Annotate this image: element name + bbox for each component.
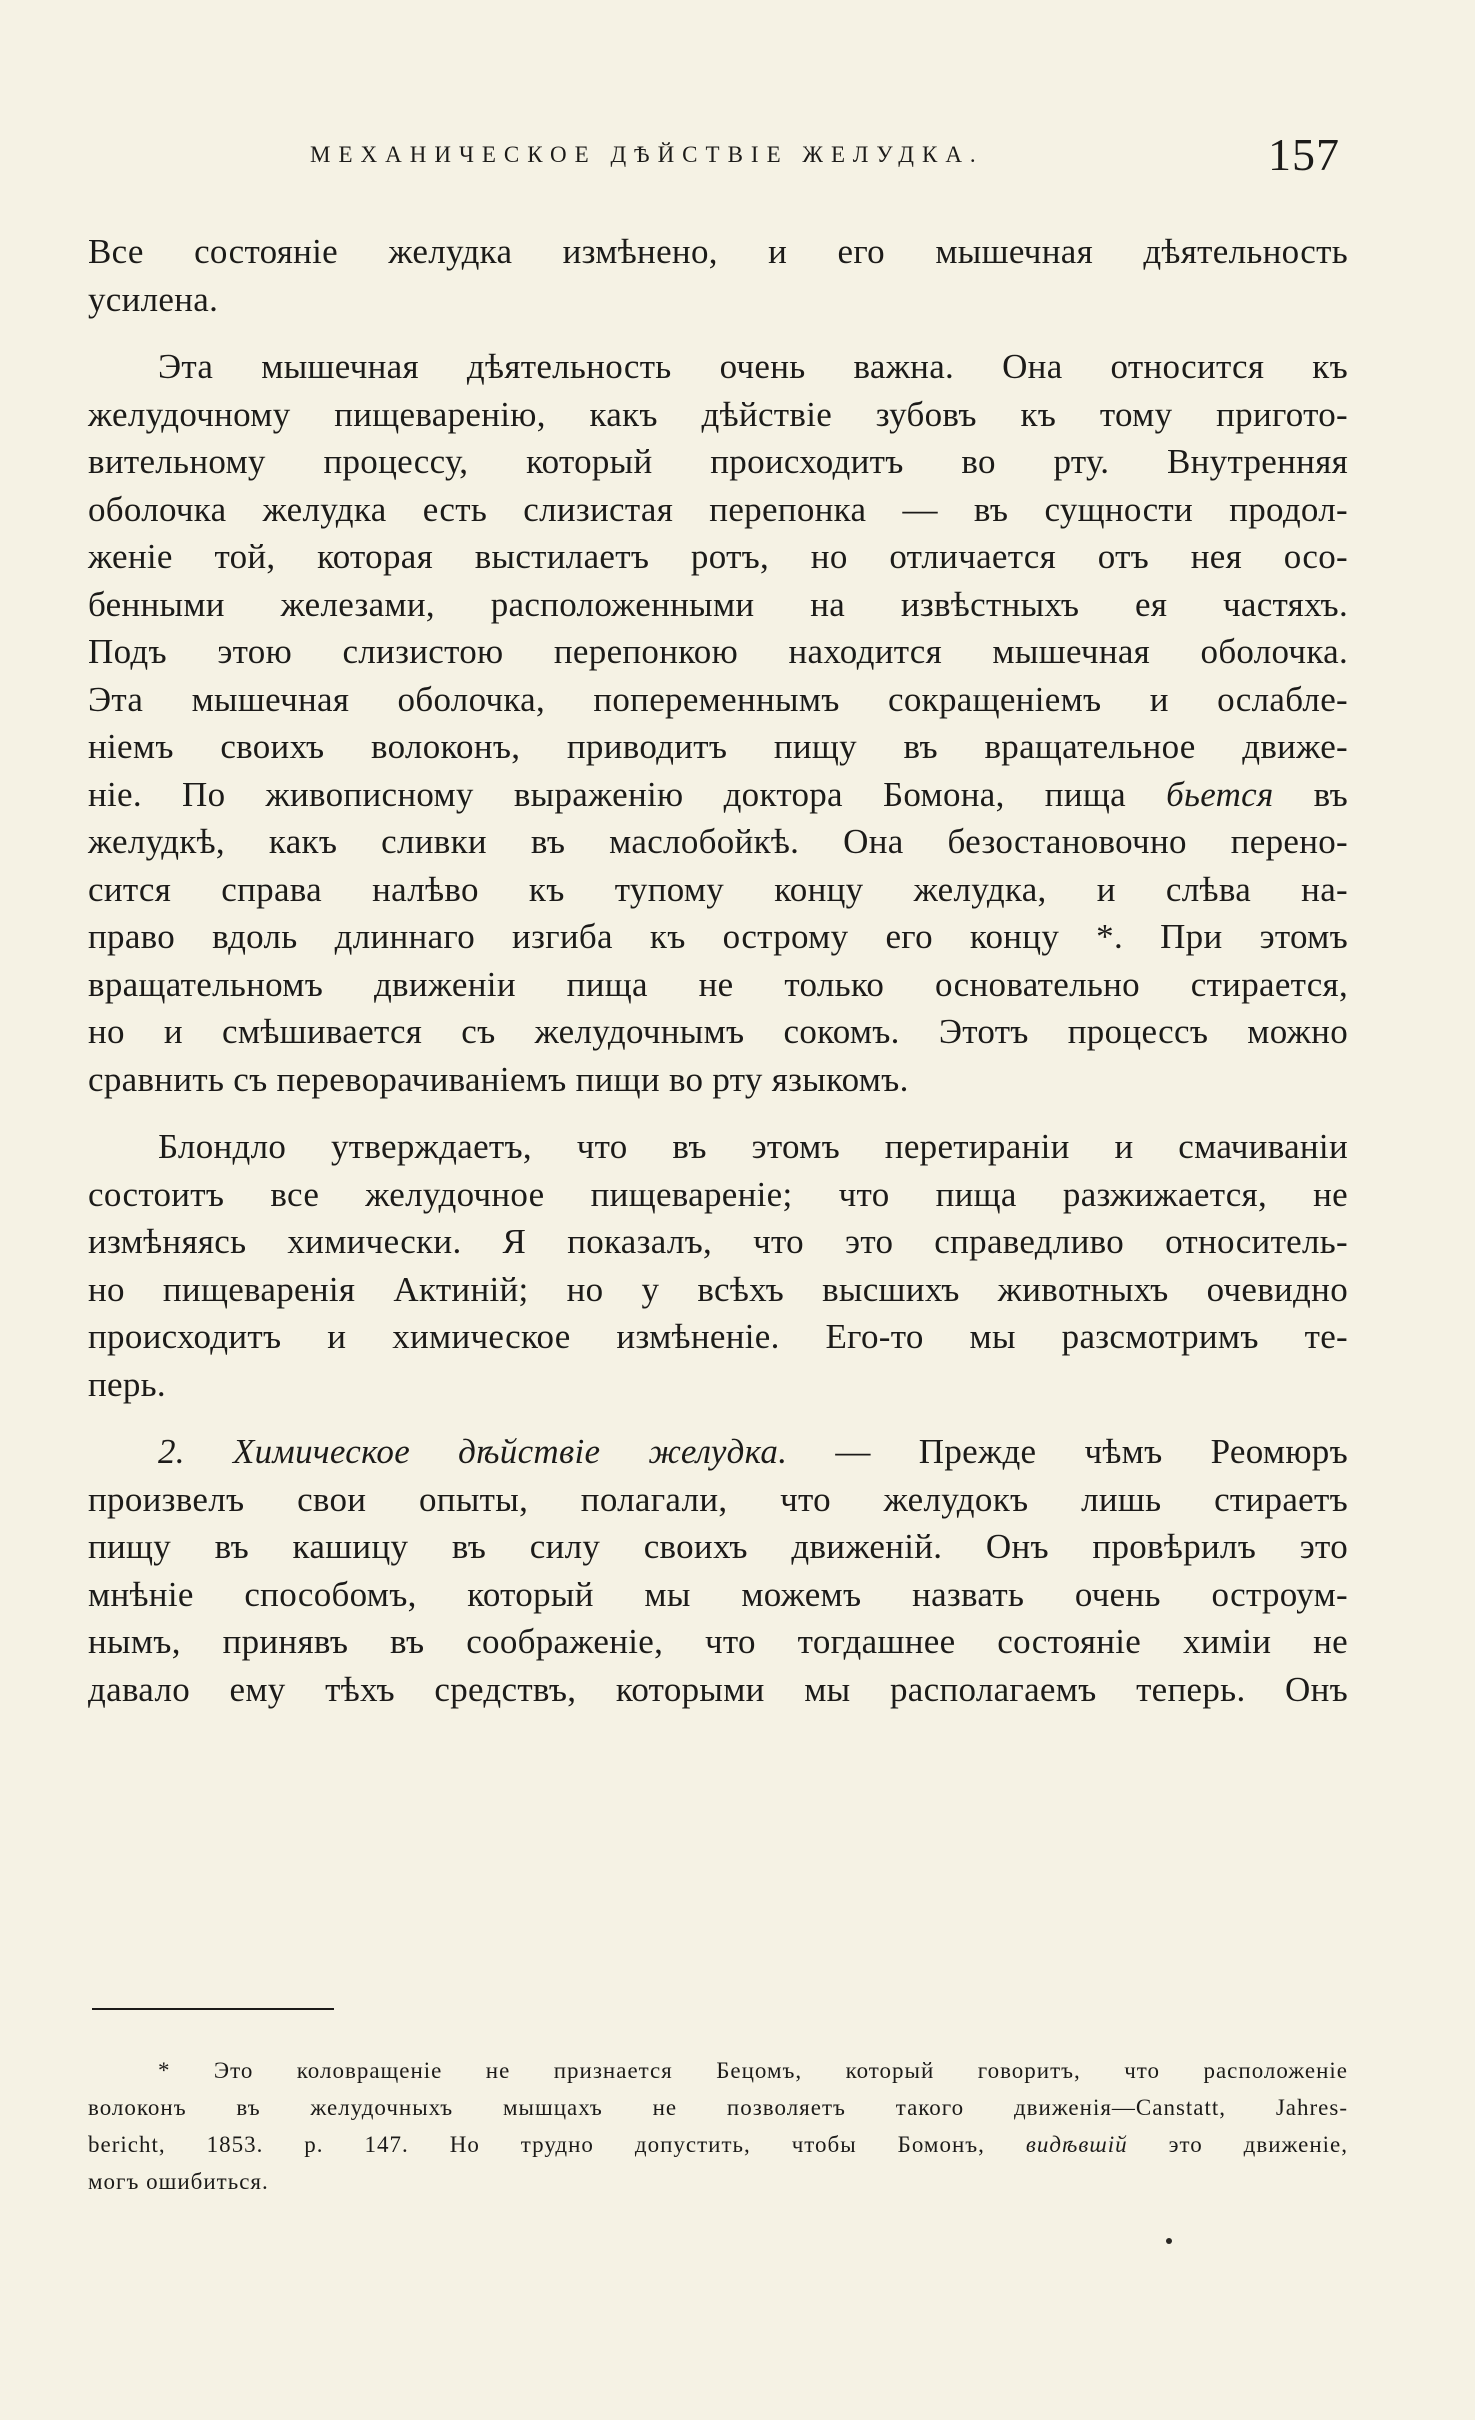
text-line: право вдоль длиннаго изгиба къ острому его концу *. При этомъ xyxy=(88,917,1348,956)
text-line: бенными железами, расположенными на извѣстныхъ ея частяхъ. xyxy=(88,584,1348,624)
section-title: Химическое дѣйствіе желудка. xyxy=(232,1432,788,1471)
text-line: перь. xyxy=(88,1364,166,1404)
text-line: измѣняясь химически. Я показалъ, что это справедливо относитель- xyxy=(88,1222,1348,1261)
footnote-text: это движеніе, xyxy=(1168,2132,1348,2157)
paragraph-4 xyxy=(88,1428,1348,1713)
text-line: мнѣніе способомъ, который мы можемъ назвать очень остроум- xyxy=(88,1574,1348,1614)
text-line: сится справа налѣво къ тупому концу желудка, и слѣва на- xyxy=(88,869,1348,909)
paragraph-1 xyxy=(88,228,1348,323)
text-line: усилена. xyxy=(88,279,219,319)
footnote-line: могъ ошибиться. xyxy=(88,2169,269,2194)
text-line: произвелъ свои опыты, полагали, что желудокъ лишь стираетъ xyxy=(88,1479,1348,1519)
text-line: желудкѣ, какъ сливки въ маслобойкѣ. Она безостановочно перено- xyxy=(88,822,1348,861)
text-line: желудочному пищеваренію, какъ дѣйствіе зубовъ къ тому пригото- xyxy=(88,394,1348,434)
text-line: Эта мышечная оболочка, попеременнымъ сокращеніемъ и ослабле- xyxy=(88,679,1348,719)
running-title: МЕХАНИЧЕСКОЕ ДѢЙСТВІЕ ЖЕЛУДКА. xyxy=(310,142,984,167)
footnote-italic: видѣвшій xyxy=(1025,2132,1128,2157)
section-first-line-rest: — Прежде чѣмъ Реомюръ xyxy=(835,1432,1348,1471)
text-line: но и смѣшивается съ желудочнымъ сокомъ. Этотъ процессъ можно xyxy=(88,1012,1348,1051)
section-number: 2. xyxy=(158,1432,185,1471)
text-line-with-italic: ніе. По живописному выраженію доктора Бомона, пища бьется въ xyxy=(88,774,1349,814)
footnote-line: * Это коловращеніе не признается Бецомъ, который говоритъ, что расположеніе xyxy=(158,2058,1348,2083)
footnote-text: bericht, 1853. p. 147. Но трудно допустить, чтобы Бомонъ, xyxy=(88,2132,985,2157)
text-line: состоитъ все желудочное пищевареніе; что пища разжижается, не xyxy=(88,1174,1348,1214)
footnote-line xyxy=(88,2126,1348,2163)
text-line: пищу въ кашицу въ силу своихъ движеній. Онъ провѣрилъ это xyxy=(88,1527,1348,1566)
running-header xyxy=(90,128,1340,188)
text-line: женіе той, которая выстилаетъ ротъ, но отличается отъ нея осо- xyxy=(88,537,1348,576)
page-number: 157 xyxy=(1268,129,1340,180)
text-line: вращательномъ движеніи пища не только основательно стирается, xyxy=(88,964,1348,1004)
text-line: оболочка желудка есть слизистая перепонка — въ сущности продол- xyxy=(88,489,1348,529)
text-line: но пищеваренія Актиній; но у всѣхъ высшихъ животныхъ очевидно xyxy=(88,1269,1348,1309)
italic-phrase: бьется xyxy=(1166,774,1274,814)
text-line: Эта мышечная дѣятельность очень важна. Она относится къ xyxy=(158,347,1348,386)
text-line: нымъ, принявъ въ соображеніе, что тогдашнее состояніе химіи не xyxy=(88,1622,1348,1661)
text-line: давало ему тѣхъ средствъ, которыми мы располагаемъ теперь. Онъ xyxy=(88,1669,1348,1709)
footnote-line: волоконъ въ желудочныхъ мышцахъ не позволяетъ такого движенія—Canstatt, Jahres- xyxy=(88,2095,1348,2120)
text-line: ніемъ своихъ волоконъ, приводитъ пищу въ вращательное движе- xyxy=(88,727,1348,766)
section-heading-line xyxy=(88,1428,1348,1476)
text-line: происходитъ и химическое измѣненіе. Его-то мы разсмотримъ те- xyxy=(88,1317,1348,1356)
main-text xyxy=(88,228,1348,1713)
paragraph-3 xyxy=(88,1123,1348,1408)
text-line: вительному процессу, который происходитъ во рту. Внутренняя xyxy=(88,442,1348,481)
footnote xyxy=(88,2052,1348,2200)
text-line: Все состояніе желудка измѣнено, и его мышечная дѣятельность xyxy=(88,232,1348,271)
paragraph-2 xyxy=(88,343,1348,1103)
text-line: сравнить съ переворачиваніемъ пищи во рту языкомъ. xyxy=(88,1059,909,1099)
footnote-divider xyxy=(92,2008,334,2010)
text-line: Подъ этою слизистою перепонкою находится мышечная оболочка. xyxy=(88,632,1348,671)
text-line: Блондло утверждаетъ, что въ этомъ перетираніи и смачиваніи xyxy=(158,1127,1348,1166)
ink-dot xyxy=(1166,2238,1172,2244)
